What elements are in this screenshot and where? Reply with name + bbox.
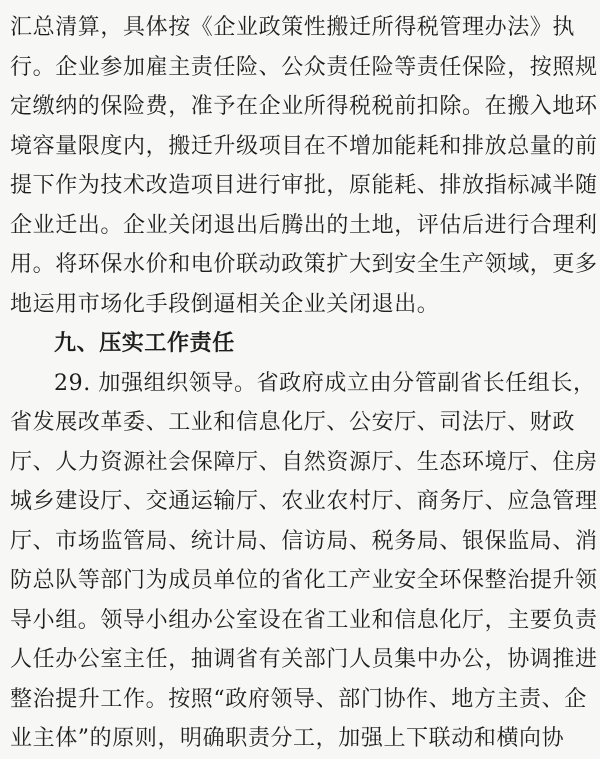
text-line: 定缴纳的保险费，准予在企业所得税税前扣除。在搬入地环 (10, 94, 598, 119)
text-line: 厅、市场监管局、统计局、信访局、税务局、银保监局、消 (10, 528, 598, 554)
text-line: 导小组。领导小组办公室设在省工业和信息化厅，主要负责 (10, 607, 598, 633)
text-line: 提下作为技术改造项目进行审批，原能耗、排放指标减半随 (10, 173, 598, 198)
text-line: 省发展改革委、工业和信息化厅、公安厅、司法厅、财政 (10, 410, 576, 435)
text-line: 行。企业参加雇主责任险、公众责任险等责任保险，按照规 (10, 54, 598, 80)
text-line: 城乡建设厅、交通运输厅、农业农村厅、商务厅、应急管理 (10, 489, 598, 514)
text-line: 境容量限度内，搬迁升级项目在不增加能耗和排放总量的前 (10, 133, 598, 159)
text-line: 防总队等部门为成员单位的省化工产业安全环保整治提升领 (10, 568, 598, 593)
text-line: 用。将环保水价和电价联动政策扩大到安全生产领域，更多 (10, 252, 598, 277)
text-line: 企业迁出。企业关闭退出后腾出的土地，评估后进行合理利 (10, 212, 598, 238)
text-line: 业主体”的原则，明确职责分工，加强上下联动和横向协 (10, 726, 565, 751)
text-line: 人任办公室主任，抽调省有关部门人员集中办公，协调推进 (10, 647, 598, 672)
text-line: 汇总清算，具体按《企业政策性搬迁所得税管理办法》执 (10, 15, 576, 40)
section-heading: 九、压实工作责任 (54, 331, 235, 356)
paragraph-first-line: 29. 加强组织领导。省政府成立由分管副省长任组长， (54, 370, 596, 396)
text-line: 地运用市场化手段倒逼相关企业关闭退出。 (10, 291, 440, 317)
text-line: 厅、人力资源社会保障厅、自然资源厅、生态环境厅、住房 (10, 449, 598, 475)
text-line: 整治提升工作。按照“政府领导、部门协作、地方主责、企 (10, 686, 587, 712)
